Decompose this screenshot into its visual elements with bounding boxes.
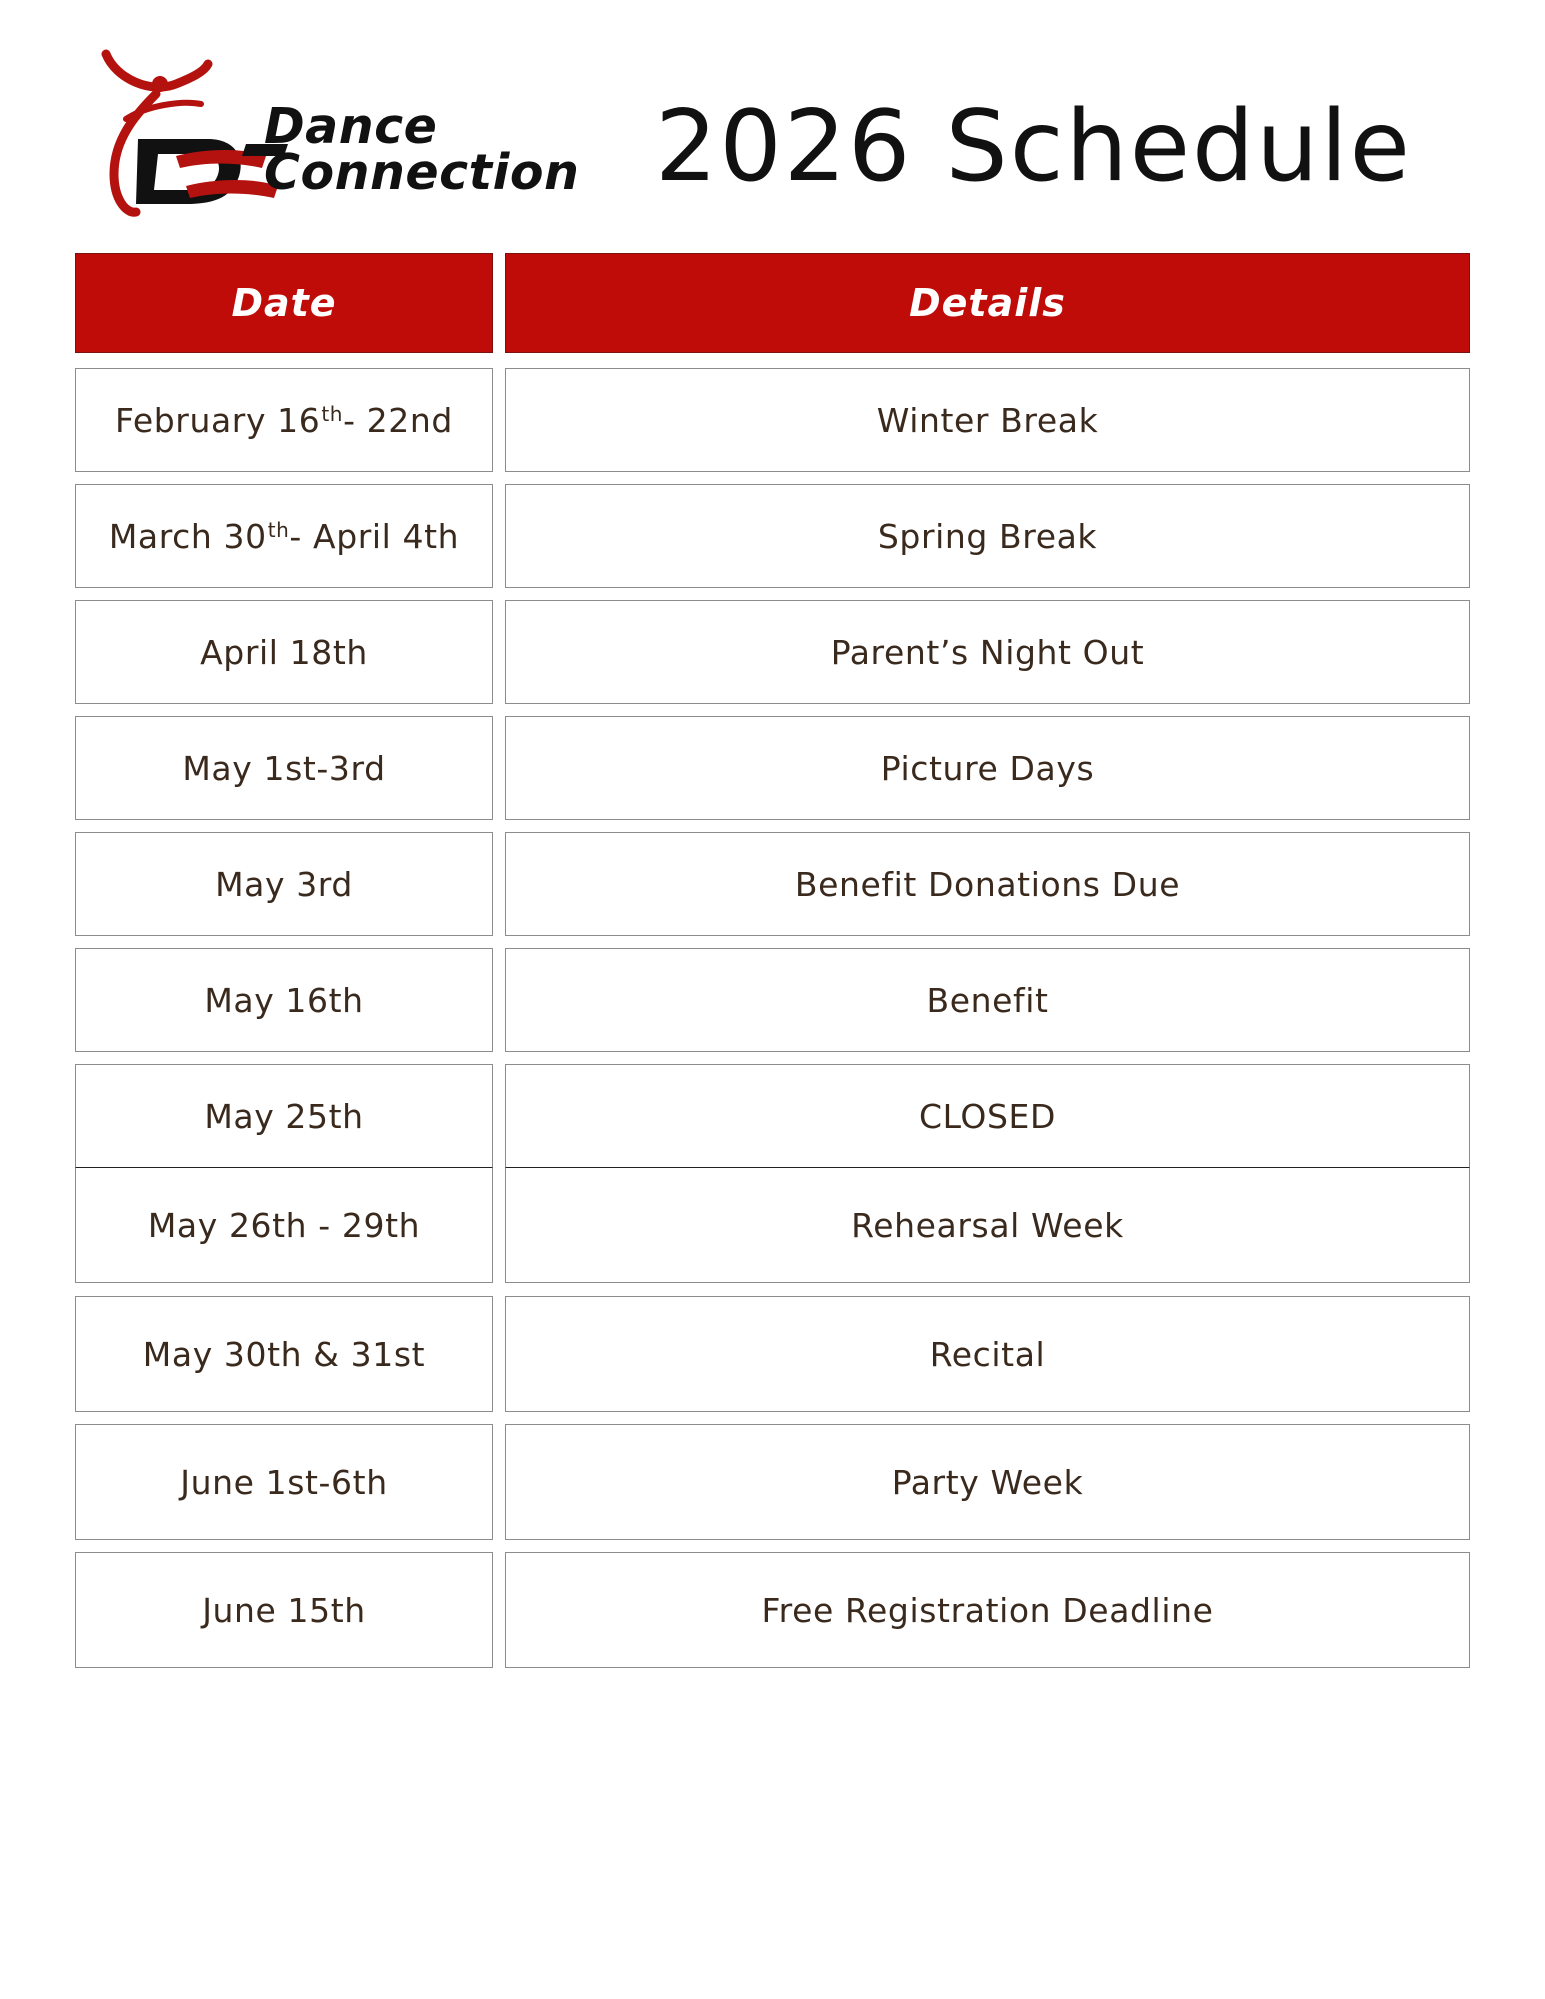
table-row: [75, 484, 1470, 588]
date-rest: - April 4th: [289, 516, 460, 556]
table-row: [75, 1168, 1470, 1283]
brand-line-1: Dance: [264, 98, 438, 155]
details-cell: Party Week: [505, 1424, 1470, 1540]
table-row: [75, 1424, 1470, 1540]
details-cell: Parent’s Night Out: [505, 600, 1470, 704]
details-cell: Spring Break: [505, 484, 1470, 588]
details-cell: CLOSED: [505, 1064, 1470, 1168]
brand-line-2: Connection: [264, 144, 580, 201]
date-cell: May 1st-3rd: [75, 716, 493, 820]
details-cell: Free Registration Deadline: [505, 1552, 1470, 1668]
date-cell: June 1st-6th: [75, 1424, 493, 1540]
table-row: [75, 1552, 1470, 1668]
page-title: 2026 Schedule: [655, 90, 1412, 204]
table-row: [75, 1296, 1470, 1412]
date-ordinal: th: [321, 402, 344, 426]
date-cell: May 26th - 29th: [75, 1168, 493, 1283]
date-cell: May 3rd: [75, 832, 493, 936]
column-header-date: Date: [75, 253, 493, 353]
dance-connection-logo: [96, 44, 580, 224]
date-ordinal: th: [267, 518, 290, 542]
date-text: February 16: [115, 400, 321, 440]
page-header: [0, 0, 1545, 240]
date-cell: May 16th: [75, 948, 493, 1052]
table-row: [75, 368, 1470, 472]
date-cell: April 18th: [75, 600, 493, 704]
table-row: [75, 832, 1470, 936]
table-row: [75, 1064, 1470, 1168]
column-header-details: Details: [505, 253, 1470, 353]
date-cell: June 15th: [75, 1552, 493, 1668]
details-cell: Benefit Donations Due: [505, 832, 1470, 936]
date-cell: May 25th: [75, 1064, 493, 1168]
table-row: [75, 716, 1470, 820]
details-cell: Recital: [505, 1296, 1470, 1412]
details-cell: Rehearsal Week: [505, 1168, 1470, 1283]
table-header-row: [75, 253, 1470, 353]
details-cell: Picture Days: [505, 716, 1470, 820]
date-cell: [75, 368, 493, 472]
table-row: [75, 948, 1470, 1052]
date-rest: - 22nd: [343, 400, 453, 440]
table-row: [75, 600, 1470, 704]
details-cell: Benefit: [505, 948, 1470, 1052]
details-cell: Winter Break: [505, 368, 1470, 472]
date-text: March 30: [108, 516, 267, 556]
date-cell: [75, 484, 493, 588]
date-cell: May 30th & 31st: [75, 1296, 493, 1412]
brand-name: [264, 98, 580, 201]
